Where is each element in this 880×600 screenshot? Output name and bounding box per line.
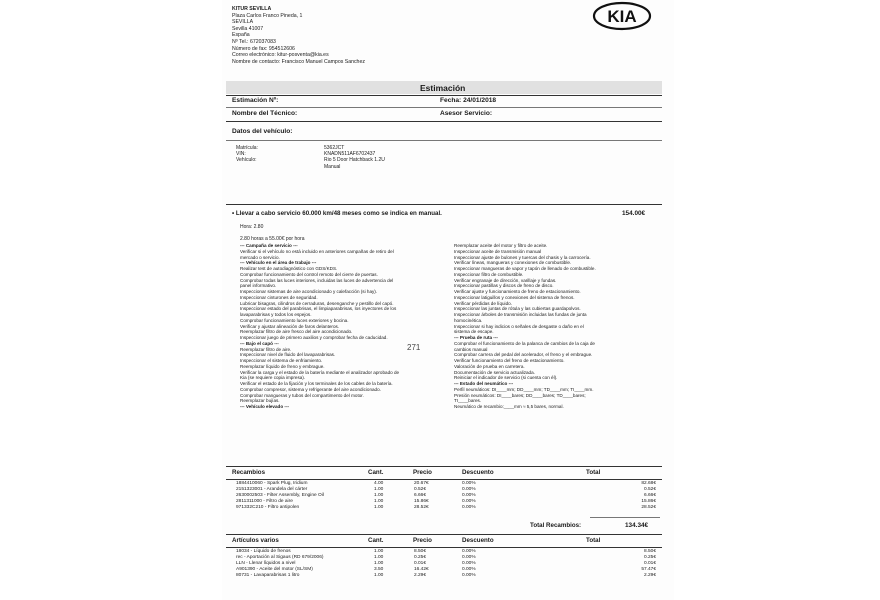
- misc-header-price: Precio: [413, 537, 432, 544]
- checklist-item: Inspeccionar latiguillos y conexiones del sistema de frenos.: [454, 294, 575, 300]
- checklist-item: Comprobar compresor, sistema y refrigerante del aire acondicionado.: [240, 386, 381, 392]
- parts-header-name: Recambios: [232, 469, 266, 476]
- parts-cell-name: 971332C210 - Filtro antipolen: [236, 505, 300, 511]
- misc-cell-price: 2.29€: [414, 573, 427, 579]
- checklist-heading: --- Vehículo en el área de trabajo ---: [240, 260, 317, 266]
- dealer-address: [232, 6, 365, 65]
- parts-header-price: Precio: [413, 469, 432, 476]
- misc-quantities: [374, 549, 383, 579]
- parts-cell-price: 15.86€: [414, 499, 429, 505]
- checklist-item: Comprobar funcionamiento del control remoto del cierre de puertas.: [240, 271, 378, 277]
- checklist-item: panel informativo.: [240, 283, 277, 289]
- parts-header-total: Total: [586, 469, 601, 476]
- misc-cell-total: 0.01€: [643, 561, 656, 567]
- dealer-line: España: [232, 32, 250, 39]
- checklist-item: Realizar test de autodiagnóstico con GDS/KDS.: [240, 266, 338, 271]
- dealer-line: Plaza Carlos Franco Pineda, 1: [232, 12, 303, 19]
- checklist-item: Inspeccionar filtro de combustible.: [454, 271, 524, 277]
- checklist-item: mercado o servicio.: [240, 254, 280, 260]
- misc-cell-qty: 1.00: [374, 561, 384, 567]
- parts-cell-total: 28.52€: [641, 505, 656, 511]
- misc-cell-disc: 0.00%: [462, 555, 476, 561]
- misc-names: [236, 549, 323, 579]
- parts-cell-qty: 4.00: [374, 481, 384, 486]
- page-title: Estimación: [420, 83, 466, 93]
- checklist-heading: --- Estado del neumático ---: [454, 381, 514, 386]
- misc-cell-disc: 0.00%: [462, 573, 476, 579]
- parts-discounts: [462, 481, 476, 511]
- page-stamp-number: 271: [407, 343, 421, 352]
- parts-cell-disc: 0.00%: [462, 493, 476, 499]
- misc-cell-name: A901390 - Aceite del motor (SL/SM): [236, 567, 313, 573]
- misc-cell-qty: 1.00: [374, 555, 384, 561]
- checklist-heading: --- Campaña de servicio ---: [240, 243, 298, 248]
- checklist-item: Documentación de servicio actualizada.: [454, 369, 535, 375]
- technician-label: Nombre del Técnico:: [232, 110, 298, 117]
- misc-cell-name: 18034 - Líquido de frenos: [236, 549, 291, 554]
- parts-cell-disc: 0.00%: [462, 481, 476, 486]
- vehicle-section-label: Datos del vehículo:: [232, 128, 293, 135]
- parts-cell-total: 82.68€: [641, 481, 656, 486]
- checklist-item: Inspeccionar sistemas de aire acondicionado y calefacción (si hay).: [240, 289, 378, 294]
- dealer-line: SEVILLA: [232, 19, 254, 26]
- checklist-item: sistema de escape.: [454, 329, 494, 335]
- dealer-line: Número de fax: 954512606: [232, 45, 295, 52]
- misc-header-name: Artículos varios: [232, 537, 279, 544]
- checklist-item: Comprobar funcionamiento luces exteriores y bocina.: [240, 317, 349, 323]
- checklist-item: Lubricar bisagras, cilindros de cerraduras, desenganche y pestillo del capó.: [240, 300, 394, 306]
- checklist-item: TI____bares.: [454, 398, 482, 404]
- misc-header-total: Total: [586, 537, 601, 544]
- kia-logo: [592, 1, 652, 31]
- service-rate: 2.80 horas a 55.00€ por hora: [240, 236, 305, 242]
- checklist-item: Inspeccionar las juntas de rótula y las cubiertas guardapolvos.: [454, 306, 581, 312]
- vehicle-row: Matrícula: 5362JCT: [236, 145, 345, 151]
- dealer-line: Sevilla 41007: [232, 25, 264, 32]
- checklist-item: Inspeccionar mangueras de vapor y tapón de llenado de combustible.: [454, 266, 596, 271]
- checklist-item: Verificar engranaje de dirección, varillaje y fundas.: [454, 277, 557, 283]
- checklist-item: cambios manual: [454, 346, 488, 352]
- parts-cell-price: 0.52€: [414, 487, 427, 493]
- checklist-item: Valoración de prueba en carretera.: [454, 363, 525, 369]
- misc-totals: [614, 549, 656, 579]
- checklist-item: Verificar y ajustar alineación de faros delanteros.: [240, 323, 340, 329]
- checklist-item: Reemplazar bujías.: [240, 398, 280, 404]
- advisor-label: Asesor Servicio:: [440, 110, 493, 117]
- estimate-number-label: Estimación Nº:: [232, 97, 279, 104]
- checklist-item: Neumático de recambio:____mm ≈ 5,5 bares, normal.: [454, 404, 564, 409]
- vehicle-row: Vehículo: Rio 5 Door Hatchback 1.2U: [236, 157, 385, 164]
- parts-cell-total: 6.66€: [643, 493, 656, 499]
- misc-cell-name: rec - Aportación al Sigaus (RD 679/2006): [236, 555, 324, 561]
- checklist-item: Inspeccionar si hay indicios o señales de desgaste o daño en el: [454, 323, 584, 329]
- parts-totals: [614, 481, 656, 511]
- checklist-item: Inspeccionar árboles de transmisión incluidas las fundas de junta: [454, 312, 587, 317]
- checklist-item: Verificar pérdidas de líquido.: [454, 300, 512, 306]
- dealer-line: Nombre de contacto: Francisco Manuel Campos Sanchez: [232, 58, 365, 65]
- checklist-item: Comprobar todas las luces interiores, incluidas las luces de advertencia del: [240, 277, 394, 283]
- misc-cell-qty: 3.50: [374, 567, 384, 573]
- checklist-item: Verificar líneas, mangueras y conexiones de combustible.: [454, 260, 572, 266]
- checklist-item: lavaparabrisas y todos los espejos.: [240, 312, 312, 317]
- checklist-item: Comprobar el funcionamiento de la palanca de cambios de la caja de: [454, 340, 595, 346]
- checklist-item: Inspeccionar pastillas y discos de freno de disco.: [454, 283, 554, 289]
- parts-cell-name: 2811311000 - Filtro de aire: [236, 499, 293, 505]
- dealer-line: Correo electrónico: kitur-posventa@kia.es: [232, 52, 329, 59]
- parts-total-value: 134.34€: [625, 522, 649, 529]
- checklist-item: Inspeccionar el sistema de enfriamiento.: [240, 358, 323, 363]
- parts-cell-qty: 1.00: [374, 505, 384, 511]
- checklist-heading: --- Prueba de ruta ---: [454, 335, 498, 340]
- misc-cell-disc: 0.00%: [462, 561, 476, 567]
- dealer-name: KITUR SEVILLA: [232, 6, 272, 12]
- vehicle-row: VIN: KNADN511AF6702437: [236, 151, 376, 158]
- checklist-item: Verificar funcionamiento del freno de estacionamiento.: [454, 358, 565, 363]
- checklist-item: Inspeccionar ajuste de bulones y tuercas del chasis y la carrocería.: [454, 254, 591, 260]
- checklist-item: Verificar la carga y el estado de la batería mediante el analizador aprobado de: [240, 369, 400, 375]
- checklist-item: Inspeccionar cinturones de seguridad.: [240, 294, 318, 300]
- checklist-item: Inspeccionar estado del parabrisas, el limpiaparabrisas, los inyectores de los: [240, 306, 397, 312]
- misc-cell-qty: 1.00: [374, 549, 384, 554]
- misc-cell-disc: 0.00%: [462, 549, 476, 554]
- checklist-item: Comprobar carrera del pedal del acelerador, el freno y el embrague.: [454, 352, 593, 358]
- misc-header-qty: Cant.: [368, 537, 384, 544]
- checklist-left: [240, 243, 399, 410]
- logo-text: KIA: [607, 7, 637, 26]
- misc-cell-total: 8.50€: [643, 549, 656, 554]
- parts-quantities: [374, 481, 383, 511]
- checklist-item: Inspeccionar juego de primero auxilios y comprobar fecha de caducidad.: [240, 335, 388, 340]
- misc-cell-price: 0.25€: [414, 555, 427, 561]
- checklist-item: Reemplazar filtro de aire.: [240, 346, 292, 352]
- parts-names: [236, 481, 324, 511]
- checklist-item: Kia (se requiere copia impresa).: [240, 375, 306, 381]
- parts-cell-disc: 0.00%: [462, 499, 476, 505]
- misc-cell-price: 8.50€: [414, 549, 427, 554]
- parts-cell-disc: 0.00%: [462, 487, 476, 493]
- misc-prices: [414, 549, 429, 579]
- service-price: 154.00€: [622, 210, 646, 217]
- checklist-item: Reemplazar aceite del motor y filtro de aceite.: [454, 243, 548, 248]
- checklist-item: Inspeccionar nivel de fluido del lavaparabrisas.: [240, 352, 336, 358]
- misc-header-discount: Descuento: [462, 537, 494, 544]
- checklist-item: Reemplazar filtro de aire fresco del aire acondicionado.: [240, 329, 353, 335]
- parts-cell-total: 0.52€: [643, 487, 656, 493]
- dealer-line: Nº Tel.: 672037083: [232, 38, 276, 45]
- parts-cell-price: 20.67€: [414, 481, 429, 486]
- checklist-heading: --- Bajo el capó ---: [240, 340, 279, 346]
- parts-cell-name: 2630002503 - Filter Assembly, Engine Oil: [236, 493, 324, 499]
- checklist-item: Perfil neumáticos: DI____mm; DD____mm; TD____mm; TI____mm.: [454, 386, 594, 392]
- checklist-right: [454, 243, 596, 410]
- parts-cell-name: 1884410060 - Spark Plug, Iridium: [236, 481, 308, 486]
- misc-cell-price: 16.42€: [414, 567, 429, 573]
- misc-cell-total: 0.25€: [643, 555, 656, 561]
- parts-cell-qty: 1.00: [374, 493, 384, 499]
- misc-cell-total: 2.29€: [643, 573, 656, 579]
- parts-cell-total: 15.86€: [641, 499, 656, 505]
- parts-total-label: Total Recambios:: [530, 522, 582, 529]
- misc-cell-name: 80731 - Lavaparabrisas 1 litro: [236, 573, 300, 579]
- checklist-item: Reemplazar líquido de freno y embrague.: [240, 363, 325, 369]
- checklist-item: Presión neumáticos: DI____bares; DD____bares; TD____bares;: [454, 392, 586, 398]
- misc-cell-name: LLN - Llenar líquidos a nivel: [236, 561, 296, 567]
- checklist-item: Verificar si el vehículo no está incluido en anteriores campañas de retiro del: [240, 248, 394, 254]
- parts-header-discount: Descuento: [462, 469, 494, 476]
- vehicle-details: [236, 145, 385, 170]
- checklist-item: Comprobar mangueras y tubos del compartimento del motor.: [240, 392, 364, 398]
- vehicle-row: Manual: [324, 163, 341, 170]
- parts-header-qty: Cant.: [368, 469, 384, 476]
- parts-cell-name: 2151323001 - Arandela del cárter: [236, 487, 308, 493]
- parts-cell-price: 28.52€: [414, 505, 429, 511]
- misc-discounts: [462, 549, 476, 579]
- checklist-item: Verificar el estado de la fijación y los terminales de los cables de la batería.: [240, 381, 393, 386]
- parts-cell-price: 6.66€: [414, 493, 427, 499]
- misc-cell-price: 0.01€: [414, 561, 427, 567]
- misc-cell-disc: 0.00%: [462, 567, 476, 573]
- checklist-item: Reiniciar el indicador de servicio (si cuenta con él).: [454, 375, 558, 381]
- parts-cell-disc: 0.00%: [462, 505, 476, 511]
- misc-cell-qty: 1.00: [374, 573, 384, 579]
- checklist-heading: --- Vehículo elevado ---: [240, 404, 290, 409]
- parts-prices: [414, 481, 429, 511]
- service-title: • Llevar a cabo servicio 60.000 km/48 meses como se indica en manual.: [232, 210, 442, 217]
- checklist-item: Verificar ajuste y funcionamiento de freno de estacionamiento.: [454, 289, 581, 294]
- estimate-date: Fecha: 24/01/2018: [440, 97, 497, 104]
- checklist-item: homocinética.: [454, 317, 483, 323]
- service-hours: Hora: 2.80: [240, 224, 264, 230]
- parts-cell-qty: 1.00: [374, 499, 384, 505]
- parts-cell-qty: 1.00: [374, 487, 384, 493]
- misc-cell-total: 57.47€: [641, 567, 656, 573]
- checklist-item: Inspeccionar aceite de transmisión manual: [454, 248, 542, 254]
